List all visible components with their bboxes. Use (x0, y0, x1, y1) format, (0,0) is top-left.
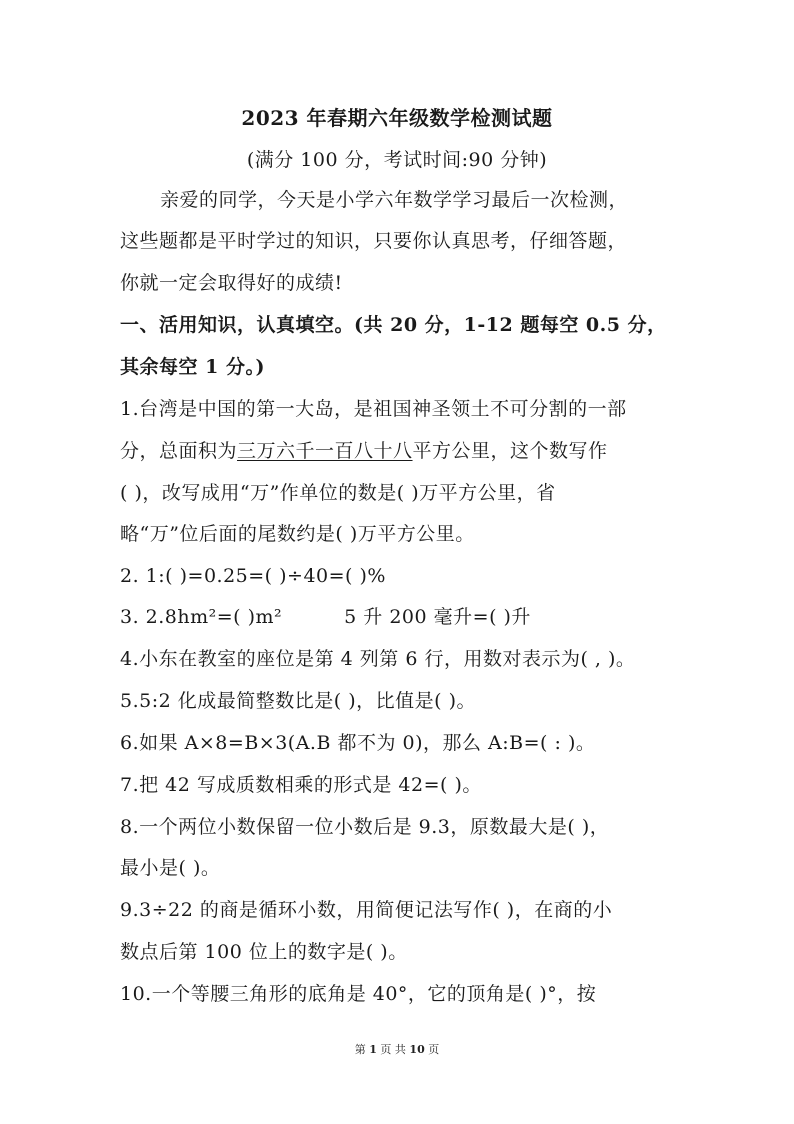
footer-page-number: 1 (369, 1043, 377, 1056)
question-1-line-4: 略“万”位后面的尾数约是( )万平方公里。 (120, 523, 475, 545)
question-3-part-1: 3. 2.8hm²=( )m² (120, 606, 283, 628)
question-1-line-2 (120, 439, 608, 463)
intro-line-1: 亲爱的同学，今天是小学六年数学学习最后一次检测， (160, 189, 629, 211)
question-3 (120, 605, 531, 629)
section-heading-line-2: 其余每空 1 分。) (120, 356, 265, 378)
intro-line-3: 你就一定会取得好的成绩! (120, 272, 343, 294)
footer-text-3: 页 (428, 1043, 440, 1056)
page-title: 2023 年春期六年级数学检测试题 (241, 106, 553, 130)
question-4: 4.小东在教室的座位是第 4 列第 6 行，用数对表示为( , )。 (120, 648, 636, 670)
question-7: 7.把 42 写成质数相乘的形式是 42=( )。 (120, 774, 482, 796)
footer-text-2: 页 共 (380, 1043, 406, 1056)
question-5: 5.5:2 化成最简整数比是( )，比值是( )。 (120, 690, 476, 712)
question-1-text-pre: 分，总面积为 (120, 440, 238, 462)
section-heading-line-1: 一、活用知识，认真填空。(共 20 分，1-12 题每空 0.5 分， (120, 314, 667, 336)
intro-line-2: 这些题都是平时学过的知识，只要你认真思考，仔细答题， (120, 230, 628, 252)
question-9-line-2: 数点后第 100 位上的数字是( )。 (120, 941, 408, 963)
question-8-line-1: 8.一个两位小数保留一位小数后是 9.3，原数最大是( )， (120, 816, 610, 838)
question-8-line-2: 最小是( )。 (120, 857, 221, 879)
footer-total-pages: 10 (409, 1043, 425, 1056)
question-3-part-2: 5 升 200 毫升=( )升 (344, 606, 531, 628)
question-1-line-1: 1.台湾是中国的第一大岛，是祖国神圣领土不可分割的一部 (120, 398, 627, 420)
page-footer (0, 1043, 794, 1057)
question-10-line-1: 10.一个等腰三角形的底角是 40°，它的顶角是( )°，按 (120, 983, 597, 1005)
question-1-line-3: ( )，改写成用“万”作单位的数是( )万平方公里，省 (120, 482, 556, 504)
footer-text-1: 第 (354, 1043, 366, 1056)
page-subtitle: (满分 100 分，考试时间:90 分钟) (246, 149, 548, 171)
question-6: 6.如果 A×8=B×3(A.B 都不为 0)，那么 A:B=( : )。 (120, 732, 596, 754)
question-9-line-1: 9.3÷22 的商是循环小数，用简便记法写作( )，在商的小 (120, 899, 613, 921)
underlined-number-text: 三万六千一百八十八 (237, 440, 413, 462)
question-2: 2. 1:( )=0.25=( )÷40=( )% (120, 565, 386, 587)
question-1-text-post: 平方公里，这个数写作 (412, 440, 608, 462)
